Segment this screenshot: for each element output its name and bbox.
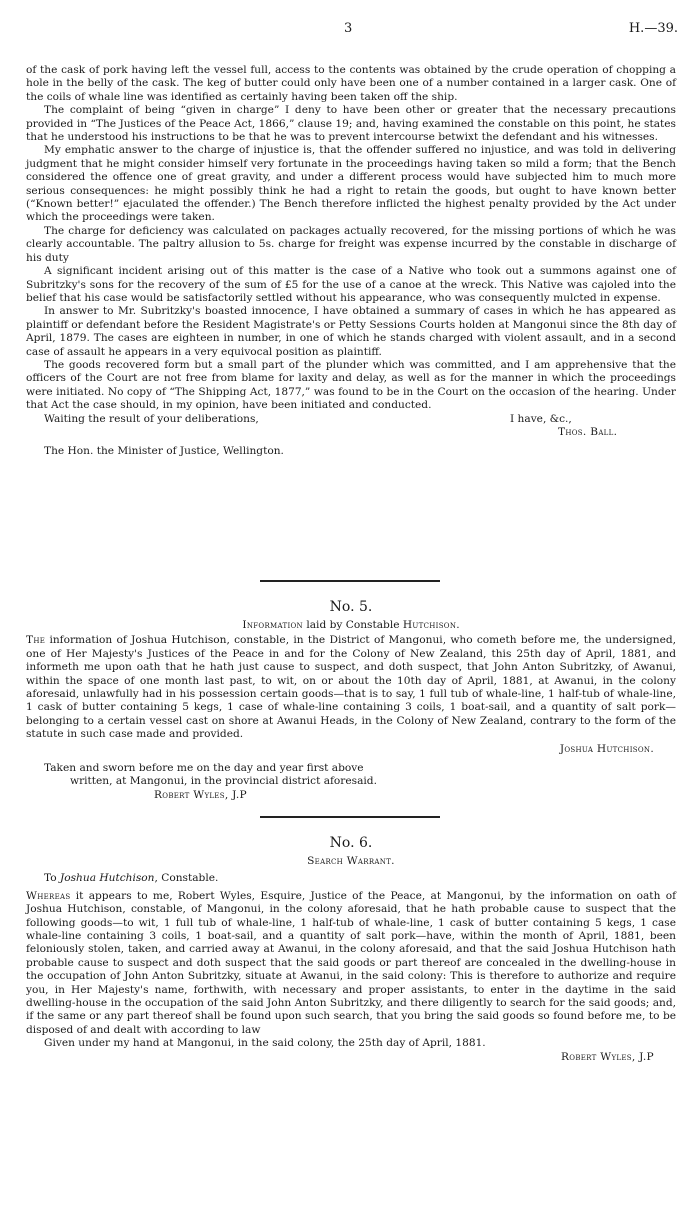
warrant-addressee (26, 872, 676, 885)
letter-body (26, 64, 676, 458)
title-end: . (456, 619, 460, 631)
section-title: Search Warrant. (307, 855, 395, 867)
section-6 (26, 834, 676, 1064)
sworn-line-2: written, at Mangonui, in the provincial district aforesaid. (70, 775, 377, 788)
addressee: The Hon. the Minister of Justice, Wellington. (44, 444, 284, 457)
information-body (26, 634, 676, 741)
closing-salutation: I have, &c., (510, 412, 572, 425)
given-line: Given under my hand at Mangonui, in the said colony, the 25th day of April, 1881. (44, 1037, 486, 1050)
document-id: H.—39. (628, 21, 678, 36)
to-name: Joshua Hutchison (60, 872, 155, 885)
title-prefix: Information (242, 619, 303, 631)
warrant-text: it appears to me, Robert Wyles, Esquire, Justice of the Peace, at Mangonui, by the information on oath of Joshua Hutchison, constable, of Mangonui, in the colony aforesaid, that he hath probable cause to suspect that the following goods—to wit, 1 full tub of whale-line, 1 half-tub of whale-line, 1 cask of butter containing 5 kegs, 1 case whale-line containing 3 coils, 1 boat-sail, and a quantity of salt pork—have, within the month of April, 1881, been feloniously stolen, taken, and carried away at Awanui, in the colony aforesaid, and that the said Joshua Hutchison hath probable cause to suspect and doth suspect that the said goods or part thereof are concealed in the dwelling-house in the occupation of John Anton Subritzky, situate at Awanui, in the said colony: This is therefore to authorize and require you, in Her Majesty's name, forthwith, with necessary and proper assistants, to enter in the daytime in the said dwelling-house in the occupation of the said John Anton Subritzky, and there diligently to search for the said goods; and, if the same or any part thereof shall be found upon such search, that you bring the said goods so found before me, to be disposed of and dealt with according to law (26, 889, 676, 1036)
information-text: information of Joshua Hutchison, constable, in the District of Mangonui, who cometh before me, the undersigned, one of Her Majesty's Justices of the Peace in and for the Colony of New Zealand, this 25th day of April, 1881, and informeth me upon oath that he hath just cause to suspect, and doth suspect, that John Anton Subritzky, of Awanui, within the space of one month last past, to wit, on or about the 10th day of April, 1881, at Awanui, in the colony aforesaid, unlawfully had in his possession certain goods—that is to say, 1 full tub of whale-line, 1 half-tub of whale-line, 1 cask of butter containing 5 kegs, 1 case of whale-line containing 3 coils, 1 boat-sail, and a quantity of salt pork—belonging to a certain vessel cast on shore at Awanui Heads, in the Colony of New Zealand, contrary to the form of the statute in such case made and provided. (26, 634, 676, 741)
letter-paragraph: The goods recovered form but a small part of the plunder which was committed, and I am apprehensive that the officers of the Court are not free from blame for laxity and delay, as well as for the manner in which the proceedings were initiated. No copy of “The Shipping Act, 1877,” was found to be in the Court on the occasion of the hearing. Under that Act the case should, in my opinion, have been initiated and conducted. (26, 358, 676, 412)
lead-word: The (26, 634, 46, 647)
justice-signature: Robert Wyles, J.P (154, 788, 247, 801)
section-number: No. 6. (329, 835, 373, 851)
letter-paragraph: The charge for deficiency was calculated on packages actually recovered, for the missing portions of which he was clearly accountable. The paltry allusion to 5s. charge for freight was expense incurred by the constable in discharge of his duty (26, 224, 676, 264)
signature: Thos. Ball. (558, 425, 618, 438)
title-mid: laid by Constable (302, 619, 403, 631)
title-name: Hutchison (402, 619, 457, 631)
letter-closing (26, 413, 676, 441)
letter-paragraph: A significant incident arising out of this matter is the case of a Native who took out a summons against one of Subritzky's sons for the recovery of the sum of £5 for the use of a canoe at the wreck. This Native was cajoled into the belief that his case would be satisfactorily settled without his appearance, who was consequently mulcted in expense. (26, 265, 676, 304)
letter-paragraph: My emphatic answer to the charge of injustice is, that the offender suffered no injustice, and was told in delivering judgment that he might consider himself very fortunate in the proceedings having taken so mild a form; that the Bench considered the offence one of great gravity, and under a different process would have subjected him to much more serious consequences: he might possibly think he had a right to retain the goods, but ought to have known better (“Known better!” ejaculated the offender.) The Bench therefore inflicted the highest penalty provided by the Act under which the proceedings were taken. (26, 144, 676, 224)
informant-signature: Joshua Hutchison. (559, 742, 654, 755)
section-divider (260, 816, 440, 818)
to-suffix: , Constable. (154, 872, 219, 885)
page-number: 3 (344, 21, 353, 36)
section-title (26, 619, 676, 632)
section-number: No. 5. (329, 599, 373, 615)
justice-signature: Robert Wyles, J.P (561, 1050, 654, 1063)
section-divider (260, 580, 440, 582)
letter-paragraph: of the cask of pork having left the vessel full, access to the contents was obtained by the crude operation of chopping a hole in the belly of the cask. The keg of butter could only have been one of a number contained in a larger cask. One of the coils of whale line was identified as certainly having been taken off the ship. (26, 64, 676, 103)
closing-line: Waiting the result of your deliberations, (44, 412, 259, 425)
warrant-body (26, 890, 676, 1037)
lead-word: Whereas (26, 889, 71, 902)
page-header (0, 22, 700, 40)
to-prefix: To (44, 872, 60, 885)
sworn-line-1: Taken and sworn before me on the day and year first above (44, 762, 364, 775)
letter-paragraph: In answer to Mr. Subritzky's boasted innocence, I have obtained a summary of cases in which he has appeared as plaintiff or defendant before the Resident Magistrate's or Petty Sessions Courts holden at Mangonui since the 8th day of April, 1879. The cases are eighteen in number, in one of which he stands charged with violent assault, and in a second case of assault he appears in a very equivocal position as plaintiff. (26, 305, 676, 358)
section-5 (26, 598, 676, 802)
letter-paragraph: The complaint of being “given in charge” I deny to have been other or greater that the necessary precautions provided in “The Justices of the Peace Act, 1866,” clause 19; and, having examined the constable on this point, he states that he understood his instructions to be that he was to prevent intercourse betwixt the defendant and his witnesses. (26, 104, 676, 144)
